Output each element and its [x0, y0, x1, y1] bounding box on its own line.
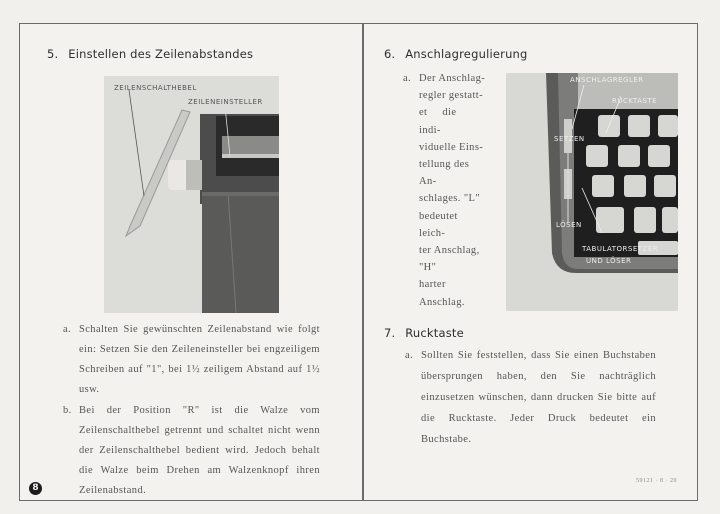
- section-7-title: Rucktaste: [405, 326, 464, 340]
- label-line-lever: ZEILENSCHALTHEBEL: [114, 84, 197, 92]
- item-6a-line: ter Anschlag,: [419, 245, 480, 257]
- item-6a-line: Der Anschlag-: [419, 73, 486, 84]
- label-line-setter: ZEILENEINSTELLER: [188, 98, 263, 106]
- item-7a: [405, 345, 656, 450]
- label-touch-regulator: ANSCHLAGREGLER: [570, 76, 644, 84]
- item-6a-line: bedeutet leich-: [419, 210, 458, 239]
- section-7-heading: [384, 326, 464, 340]
- item-5b: [63, 401, 320, 501]
- label-tab-release: UND LÖSER: [586, 257, 632, 265]
- item-6a: [403, 70, 487, 311]
- section-5-heading: [47, 47, 253, 61]
- section-6-number: 6.: [384, 47, 396, 61]
- page-divider: [362, 23, 364, 501]
- item-5b-marker: b.: [63, 405, 72, 416]
- item-6a-line: viduelle Eins-: [419, 141, 484, 153]
- page-number-badge: 8: [29, 482, 42, 495]
- typewriter-side-illustration: [104, 76, 279, 313]
- item-6a-line: "H" harter: [419, 262, 446, 291]
- item-7a-marker: a.: [405, 350, 414, 361]
- label-tab-setter: TABULATORSETZER: [582, 245, 659, 253]
- item-5b-text: Bei der Position "R" ist die Walze vom Zeilenschalthebel getrennt und schaltet nicht wenn der Zeilenschalthebel bedient wird. Jedoch behalt die Walze beim Drehen am Walzenknopf ihren Zeilenabstand.: [79, 405, 320, 496]
- item-5a-text: Schalten Sie gewünschten Zeilenabstand wie folgt ein: Setzen Sie den Zeileneinsteller bei engzeiligem Schreiben auf "1", bei 1½ zeiligem Abstand auf 1½ usw.: [79, 324, 320, 395]
- item-6a-line: regler gestatt-: [419, 90, 484, 102]
- section-6-heading: [384, 47, 528, 61]
- section-6-title: Anschlagregulierung: [405, 47, 528, 61]
- print-code: 59121 · 8 · 20: [636, 478, 677, 484]
- item-5a-marker: a.: [63, 324, 72, 335]
- section-7-number: 7.: [384, 326, 396, 340]
- line-spacing-photo: [104, 76, 279, 313]
- section-5-title: Einstellen des Zeilenabstandes: [68, 47, 254, 61]
- label-set: SETZEN: [554, 135, 585, 143]
- item-6a-marker: a.: [403, 73, 412, 84]
- item-6a-line: tellung des An-: [419, 159, 470, 188]
- item-6a-line: schlages. "L": [419, 193, 481, 205]
- label-release: LÖSEN: [556, 221, 582, 229]
- item-5a: [63, 320, 320, 400]
- keyboard-photo: [506, 73, 678, 311]
- label-backspace: RÜCKTASTE: [612, 97, 658, 105]
- item-7a-text: Sollten Sie feststellen, dass Sie einen Buchstaben übersprungen haben, den Sie nachträglich einzusetzen wünschen, dann drucken Sie bitte auf die Rucktaste. Jeder Druck bedeutet ein Buchstabe.: [421, 350, 656, 445]
- section-5-number: 5.: [47, 47, 59, 61]
- item-6a-line: et die indi-: [419, 107, 457, 136]
- keyboard-illustration: [506, 73, 678, 311]
- item-6a-line: Anschlag.: [419, 296, 465, 308]
